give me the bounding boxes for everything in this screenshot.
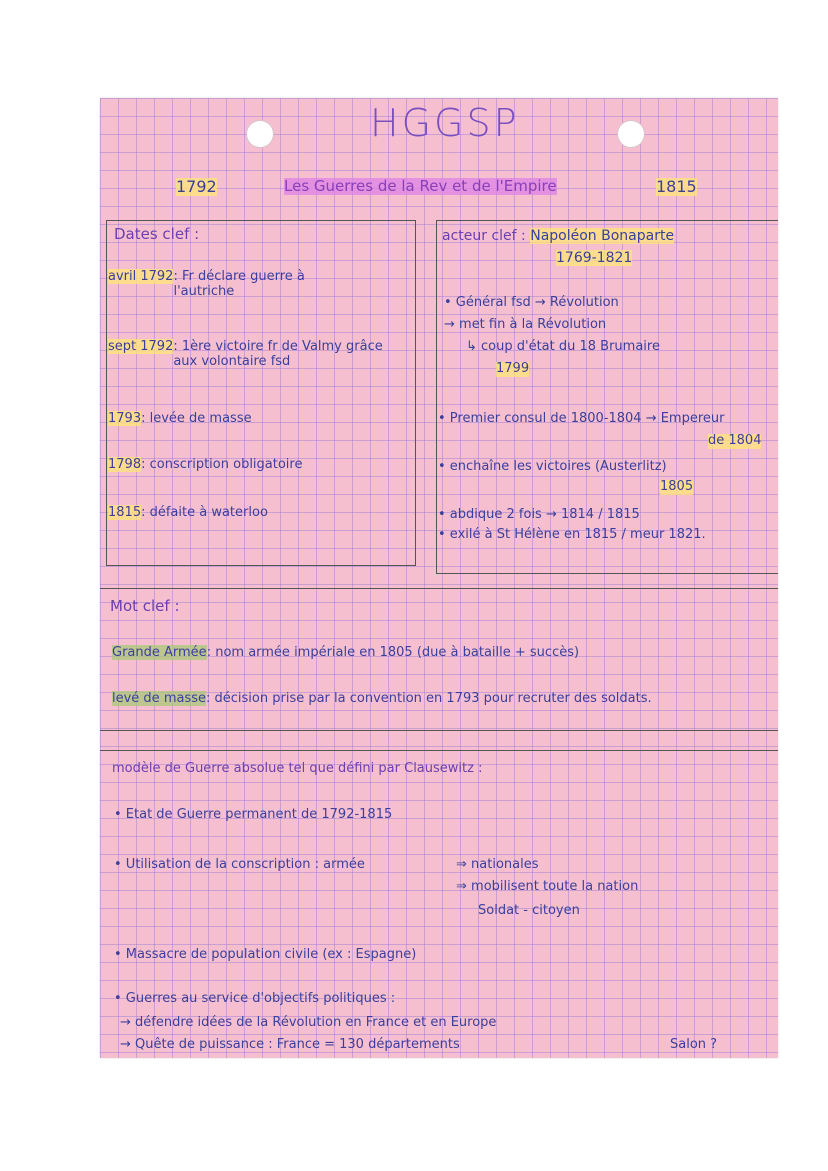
acteur-item: → met fin à la Révolution — [444, 317, 607, 332]
page-title: HGGSP — [370, 101, 520, 145]
dates-heading: Dates clef : — [114, 225, 200, 243]
year-start: 1792 — [176, 177, 217, 196]
acteur-item: • enchaîne les victoires (Austerlitz) — [438, 459, 667, 474]
modele-item: → défendre idées de la Révolution en France et en Europe — [120, 1015, 497, 1030]
year-end: 1815 — [656, 177, 697, 196]
modele-item: ⇒ mobilisent toute la nation — [456, 879, 639, 894]
acteur-item: • Premier consul de 1800-1804 → Empereur — [438, 411, 725, 426]
modele-heading: modèle de Guerre absolue tel que défini par Clausewitz : — [112, 761, 483, 776]
modele-item: • Guerres au service d'objectifs politiques : — [114, 991, 396, 1006]
acteur-heading: acteur clef : Napoléon Bonaparte — [442, 228, 675, 244]
notebook-page — [100, 98, 778, 1058]
section-divider — [100, 730, 778, 731]
modele-item: • Utilisation de la conscription : armée — [114, 857, 365, 872]
page-subtitle: Les Guerres de la Rev et de l'Empire — [284, 177, 557, 195]
modele-item: Soldat - citoyen — [478, 903, 580, 918]
date-item: sept 1792: 1ère victoire fr de Valmy grâce aux volontaire fsd — [108, 339, 383, 369]
mot-clef-item: levé de masse: décision prise par la convention en 1793 pour recruter des soldats. — [112, 691, 652, 706]
acteur-item: 1805 — [660, 479, 694, 494]
acteur-item: de 1804 — [708, 433, 762, 448]
acteur-item: • exilé à St Hélène en 1815 / meur 1821. — [438, 527, 706, 542]
acteur-dates: 1769-1821 — [556, 250, 633, 266]
binder-hole — [617, 120, 645, 148]
date-item: 1793: levée de masse — [108, 411, 252, 426]
acteur-item: ↳ coup d'état du 18 Brumaire — [466, 339, 660, 354]
modele-item: ⇒ nationales — [456, 857, 539, 872]
section-divider — [100, 588, 778, 589]
modele-item: • Massacre de population civile (ex : Espagne) — [114, 947, 417, 962]
acteur-item: • abdique 2 fois → 1814 / 1815 — [438, 507, 640, 522]
mot-clef-item: Grande Armée: nom armée impériale en 1805 (due à bataille + succès) — [112, 645, 580, 660]
page-footer-note: Salon ? — [670, 1037, 718, 1052]
date-item: avril 1792: Fr déclare guerre à l'autriche — [108, 269, 305, 299]
section-divider — [100, 750, 778, 751]
binder-hole — [246, 120, 274, 148]
modele-item: • Etat de Guerre permanent de 1792-1815 — [114, 807, 393, 822]
acteur-item: 1799 — [496, 361, 530, 376]
modele-item: → Quête de puissance : France = 130 départements — [120, 1037, 460, 1052]
date-item: 1798: conscription obligatoire — [108, 457, 303, 472]
mot-clef-heading: Mot clef : — [110, 597, 180, 615]
acteur-item: • Général fsd → Révolution — [444, 295, 619, 310]
date-item: 1815: défaite à waterloo — [108, 505, 268, 520]
